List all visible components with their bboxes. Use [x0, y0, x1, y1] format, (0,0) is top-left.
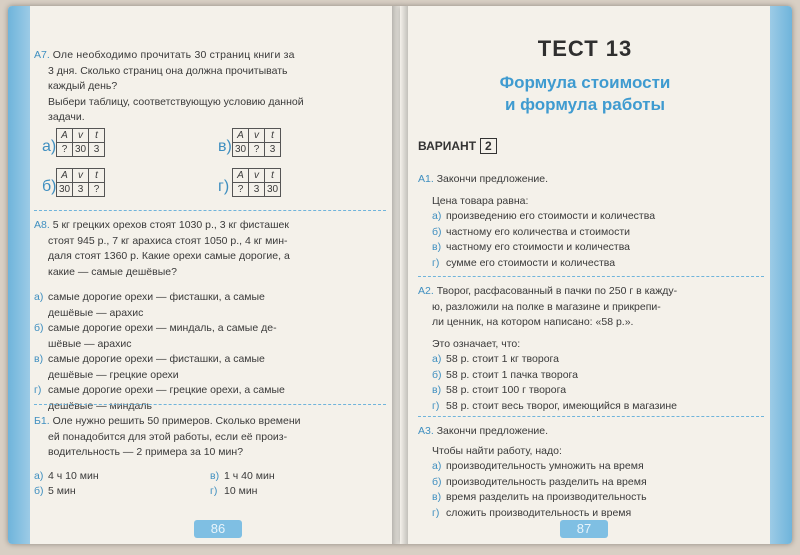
- answer-option-g[interactable]: [432, 506, 764, 522]
- table-cell: 30: [57, 183, 73, 197]
- option-letter: б): [432, 225, 442, 238]
- option-letter: в): [432, 384, 442, 396]
- option-letter: г): [218, 178, 230, 195]
- option-text: 1 ч 40 мин: [224, 469, 275, 482]
- question-line: стоят 945 р., 7 кг арахиса стоят 1050 р., 4 кг мин-: [48, 234, 288, 247]
- option-text: 58 р. стоит 100 г творога: [446, 384, 567, 396]
- question-line: каждый день?: [48, 80, 118, 92]
- answer-option-g[interactable]: [210, 484, 257, 500]
- answer-option-v[interactable]: [432, 490, 764, 506]
- left-page: [8, 6, 400, 544]
- table-option-b[interactable]: [42, 168, 105, 197]
- table-cell: t: [89, 169, 105, 183]
- table-option-g[interactable]: [218, 168, 281, 197]
- table-cell: A: [233, 129, 249, 143]
- option-letter: а): [42, 138, 57, 155]
- table-cell: 30: [265, 183, 281, 197]
- answer-option-b[interactable]: [34, 321, 386, 337]
- table-cell: A: [57, 169, 73, 183]
- question-line: какие — самые дешёвые?: [48, 265, 177, 278]
- subtitle-line: Формула стоимости: [499, 73, 671, 92]
- question-line: Цена товара равна:: [432, 194, 529, 207]
- option-text: 5 мин: [48, 485, 76, 497]
- table-cell: A: [57, 129, 73, 143]
- option-text: сумме его стоимости и количества: [446, 256, 616, 269]
- table-cell: ?: [89, 183, 105, 197]
- option-letter: в): [210, 469, 220, 482]
- table-option-a[interactable]: [42, 128, 105, 157]
- task-number: А7.: [34, 49, 50, 61]
- question-line: 5 кг грецких орехов стоят 1030 р., 3 кг фисташек: [52, 219, 289, 231]
- question-line: Оле необходимо прочитать 30 страниц книги за: [52, 49, 295, 61]
- answer-option-v[interactable]: [432, 240, 764, 256]
- option-letter: г): [432, 399, 440, 412]
- option-text: дешёвые — миндаль: [48, 399, 152, 412]
- question-line: даля стоят 1360 р. Какие орехи самые дорогие, а: [48, 250, 290, 262]
- task-number: А8.: [34, 219, 50, 231]
- table-cell: 3: [265, 143, 281, 157]
- option-letter: г): [34, 384, 42, 396]
- book-gutter: [392, 6, 408, 544]
- option-text: сложить производительность и время: [446, 506, 632, 519]
- answer-option-a[interactable]: [34, 290, 386, 306]
- table-cell: v: [73, 169, 89, 183]
- answer-option-a[interactable]: [432, 352, 764, 368]
- table-cell: t: [89, 129, 105, 143]
- answer-option-v[interactable]: [34, 352, 386, 368]
- answer-option-a[interactable]: [432, 209, 764, 225]
- table-cell: 30: [233, 143, 249, 157]
- answer-option-b[interactable]: [432, 368, 764, 384]
- answer-option-a[interactable]: [34, 469, 210, 485]
- answer-option-b[interactable]: [432, 225, 764, 241]
- option-text: частному его количества и стоимости: [446, 225, 631, 238]
- option-letter: б): [432, 368, 442, 381]
- option-letter: б): [34, 322, 44, 334]
- task-divider: [418, 276, 764, 277]
- variant-label: [418, 138, 497, 154]
- answer-option-v[interactable]: [210, 469, 275, 485]
- option-text: произведению его стоимости и количества: [446, 210, 656, 222]
- right-page: [400, 6, 792, 544]
- table-cell: 30: [73, 143, 89, 157]
- question-line: Творог, расфасованный в пачки по 250 г в кажду-: [436, 285, 678, 297]
- question-line: ю, разложили на полке в магазине и прикрепи-: [432, 300, 661, 313]
- option-text: самые дорогие орехи — фисташки, а самые: [48, 353, 265, 365]
- option-letter: б): [42, 178, 57, 195]
- option-letter: а): [432, 210, 442, 222]
- table-cell: 3: [249, 183, 265, 197]
- question-line: Закончи предложение.: [436, 425, 548, 437]
- option-table: [232, 168, 281, 197]
- question-line: задачи.: [48, 111, 85, 123]
- answer-option-g[interactable]: [34, 383, 386, 399]
- test-title: ТЕСТ 13: [537, 36, 633, 61]
- task-number: А3.: [418, 425, 434, 437]
- option-letter: б): [432, 475, 442, 488]
- task-a3: [418, 424, 764, 521]
- task-number: А1.: [418, 173, 434, 185]
- task-b1: [34, 414, 386, 500]
- table-cell: t: [265, 169, 281, 183]
- page-number: 87: [560, 520, 608, 538]
- table-cell: 3: [89, 143, 105, 157]
- option-text: дешёвые — грецкие орехи: [48, 368, 179, 381]
- option-table: [56, 128, 105, 157]
- variant-number: 2: [480, 138, 497, 154]
- option-text: 58 р. стоит 1 кг творога: [446, 353, 559, 365]
- option-letter: а): [34, 291, 44, 303]
- page-number: 86: [194, 520, 242, 538]
- question-line: 3 дня. Сколько страниц она должна прочитывать: [48, 64, 288, 77]
- option-letter: а): [34, 469, 44, 482]
- option-letter: а): [432, 353, 442, 365]
- table-cell: ?: [249, 143, 265, 157]
- option-letter: б): [34, 485, 44, 497]
- option-text: производительность разделить на время: [446, 475, 647, 488]
- option-text: шёвые — арахис: [48, 337, 132, 350]
- variant-text: ВАРИАНТ: [418, 139, 477, 153]
- option-letter: г): [432, 256, 440, 269]
- answer-option-g[interactable]: [432, 399, 764, 415]
- option-letter: в): [432, 241, 442, 253]
- option-text: самые дорогие орехи — миндаль, а самые де-: [48, 322, 277, 334]
- table-cell: 3: [73, 183, 89, 197]
- answer-option-g[interactable]: [432, 256, 764, 272]
- task-a2: [418, 284, 764, 414]
- option-text: самые дорогие орехи — грецкие орехи, а самые: [48, 384, 285, 396]
- option-letter: в): [432, 491, 442, 503]
- left-page-margin-band: [8, 6, 30, 544]
- table-cell: v: [249, 129, 265, 143]
- right-page-margin-band: [770, 6, 792, 544]
- answer-option-a[interactable]: [432, 459, 764, 475]
- table-cell: v: [249, 169, 265, 183]
- option-text: частному его стоимости и количества: [446, 241, 631, 253]
- table-cell: ?: [57, 143, 73, 157]
- table-option-v[interactable]: [218, 128, 281, 157]
- option-text: 58 р. стоит 1 пачка творога: [446, 368, 578, 381]
- task-divider: [418, 416, 764, 417]
- table-cell: ?: [233, 183, 249, 197]
- task-number: Б1.: [34, 415, 50, 427]
- question-line: Это означает, что:: [432, 337, 521, 350]
- question-line: ли ценник, на котором написано: «58 р.».: [432, 316, 634, 328]
- option-letter: в): [218, 138, 232, 155]
- task-divider: [34, 404, 386, 405]
- table-cell: t: [265, 129, 281, 143]
- table-cell: v: [73, 129, 89, 143]
- option-letter: г): [432, 506, 440, 519]
- task-a1: [418, 172, 764, 271]
- option-letter: г): [210, 485, 218, 497]
- option-letter: а): [432, 460, 442, 472]
- option-text: производительность умножить на время: [446, 460, 644, 472]
- option-table: [232, 128, 281, 157]
- question-line: Закончи предложение.: [436, 173, 548, 185]
- option-letter: в): [34, 353, 44, 365]
- test-subtitle: [400, 72, 770, 116]
- option-text: дешёвые — арахис: [48, 306, 144, 319]
- option-text: 4 ч 10 мин: [48, 469, 99, 482]
- answer-option-b[interactable]: [432, 475, 764, 491]
- option-text: время разделить на производительность: [446, 491, 647, 503]
- question-line: Чтобы найти работу, надо:: [432, 444, 562, 457]
- task-a8: [34, 218, 386, 414]
- question-line: Оле нужно решить 50 примеров. Сколько времени: [52, 415, 301, 427]
- answer-option-v[interactable]: [432, 383, 764, 399]
- answer-option-b[interactable]: [34, 484, 210, 500]
- question-line: водительность — 2 примера за 10 мин?: [48, 446, 244, 458]
- table-cell: A: [233, 169, 249, 183]
- subtitle-line: и формула работы: [504, 95, 666, 114]
- option-table: [56, 168, 105, 197]
- task-divider: [34, 210, 386, 211]
- question-line: Выбери таблицу, соответствующую условию данной: [48, 95, 304, 108]
- task-number: А2.: [418, 285, 434, 297]
- task-a7: [34, 48, 386, 126]
- option-text: 58 р. стоит весь творог, имеющийся в магазине: [446, 399, 677, 412]
- question-line: ей понадобится для этой работы, если её произ-: [48, 430, 288, 443]
- option-text: 10 мин: [224, 485, 258, 497]
- option-text: самые дорогие орехи — фисташки, а самые: [48, 291, 265, 303]
